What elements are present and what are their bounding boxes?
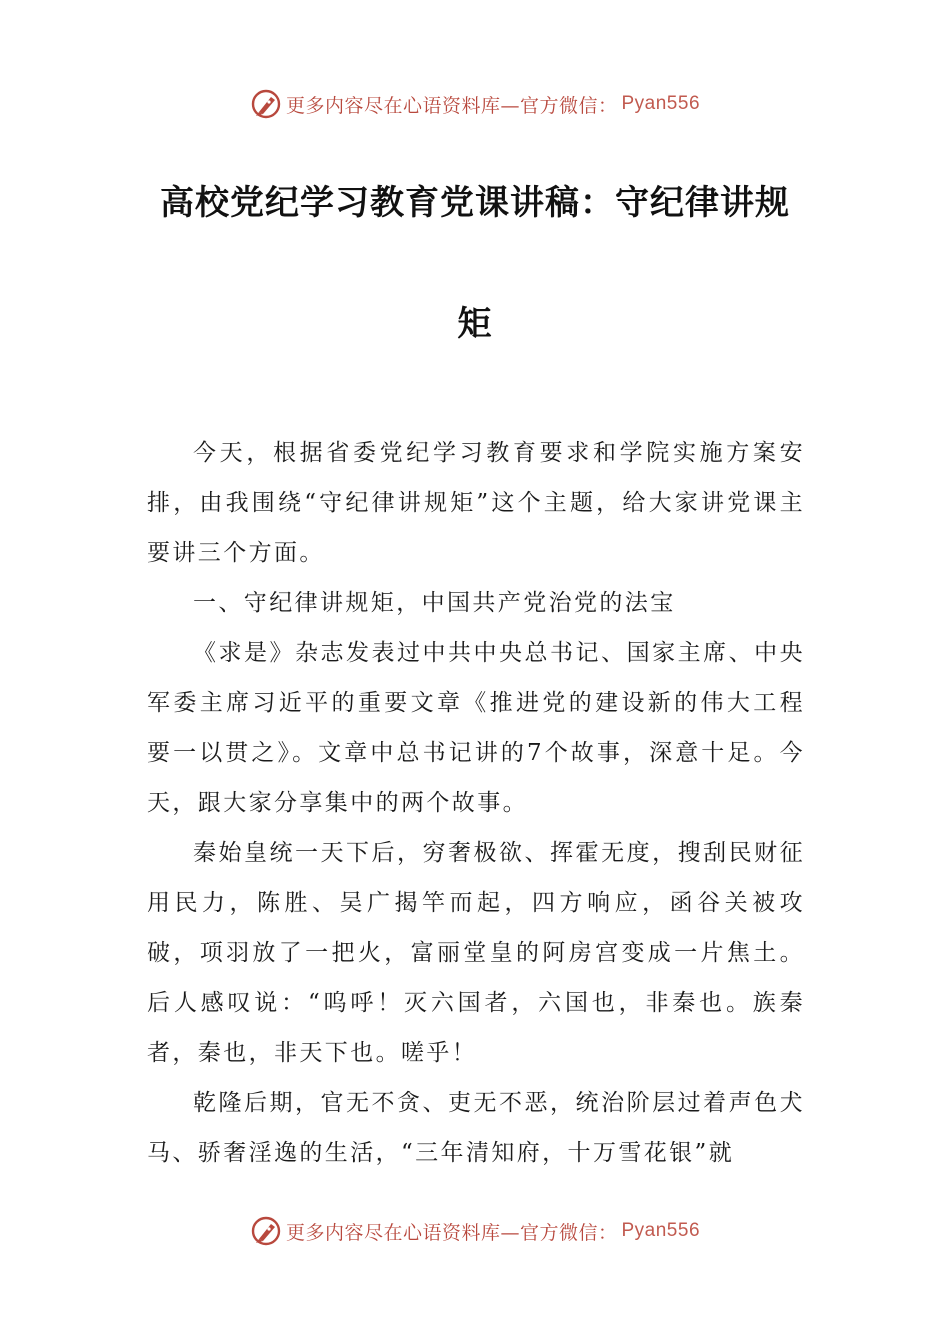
document-body	[147, 428, 805, 1178]
watermark-text: 更多内容尽在心语资料库—官方微信：	[285, 94, 618, 117]
header-watermark	[0, 88, 950, 120]
watermark-wechat-id: Pyan556	[621, 1220, 701, 1241]
paragraph-intro: 今天，根据省委党纪学习教育要求和学院实施方案安排，由我围绕“守纪律讲规矩”这个主题，给大家讲党课主要讲三个方面。	[147, 440, 805, 566]
footer-watermark	[0, 1215, 950, 1247]
watermark-wechat-id: Pyan556	[621, 93, 701, 114]
paragraph-qin-story: 秦始皇统一天下后，穷奢极欲、挥霍无度，搜刮民财征用民力，陈胜、吴广揭竿而起，四方响应，函谷关被攻破，项羽放了一把火，富丽堂皇的阿房宫变成一片焦土。后人感叹说：“呜呼！灭六国者，六国也，非秦也。族秦者，秦也，非天下也。嗟乎！	[147, 840, 805, 1066]
paragraph-qianlong-story: 乾隆后期，官无不贪、吏无不恶，统治阶层过着声色犬马、骄奢淫逸的生活，“三年清知府，十万雪花银”就	[147, 1090, 805, 1166]
pen-nib-icon	[250, 88, 282, 120]
paragraph-qiushi: 《求是》杂志发表过中共中央总书记、国家主席、中央军委主席习近平的重要文章《推进党的建设新的伟大工程要一以贯之》。文章中总书记讲的7个故事，深意十足。今天，跟大家分享集中的两个故事。	[147, 640, 805, 816]
document-title-line-1: 高校党纪学习教育党课讲稿：守纪律讲规	[160, 183, 790, 223]
pen-nib-icon	[250, 1215, 282, 1247]
section-heading-1: 一、守纪律讲规矩，中国共产党治党的法宝	[193, 590, 676, 616]
watermark-text: 更多内容尽在心语资料库—官方微信：	[285, 1221, 618, 1244]
document-title-line-2: 矩	[457, 304, 493, 344]
